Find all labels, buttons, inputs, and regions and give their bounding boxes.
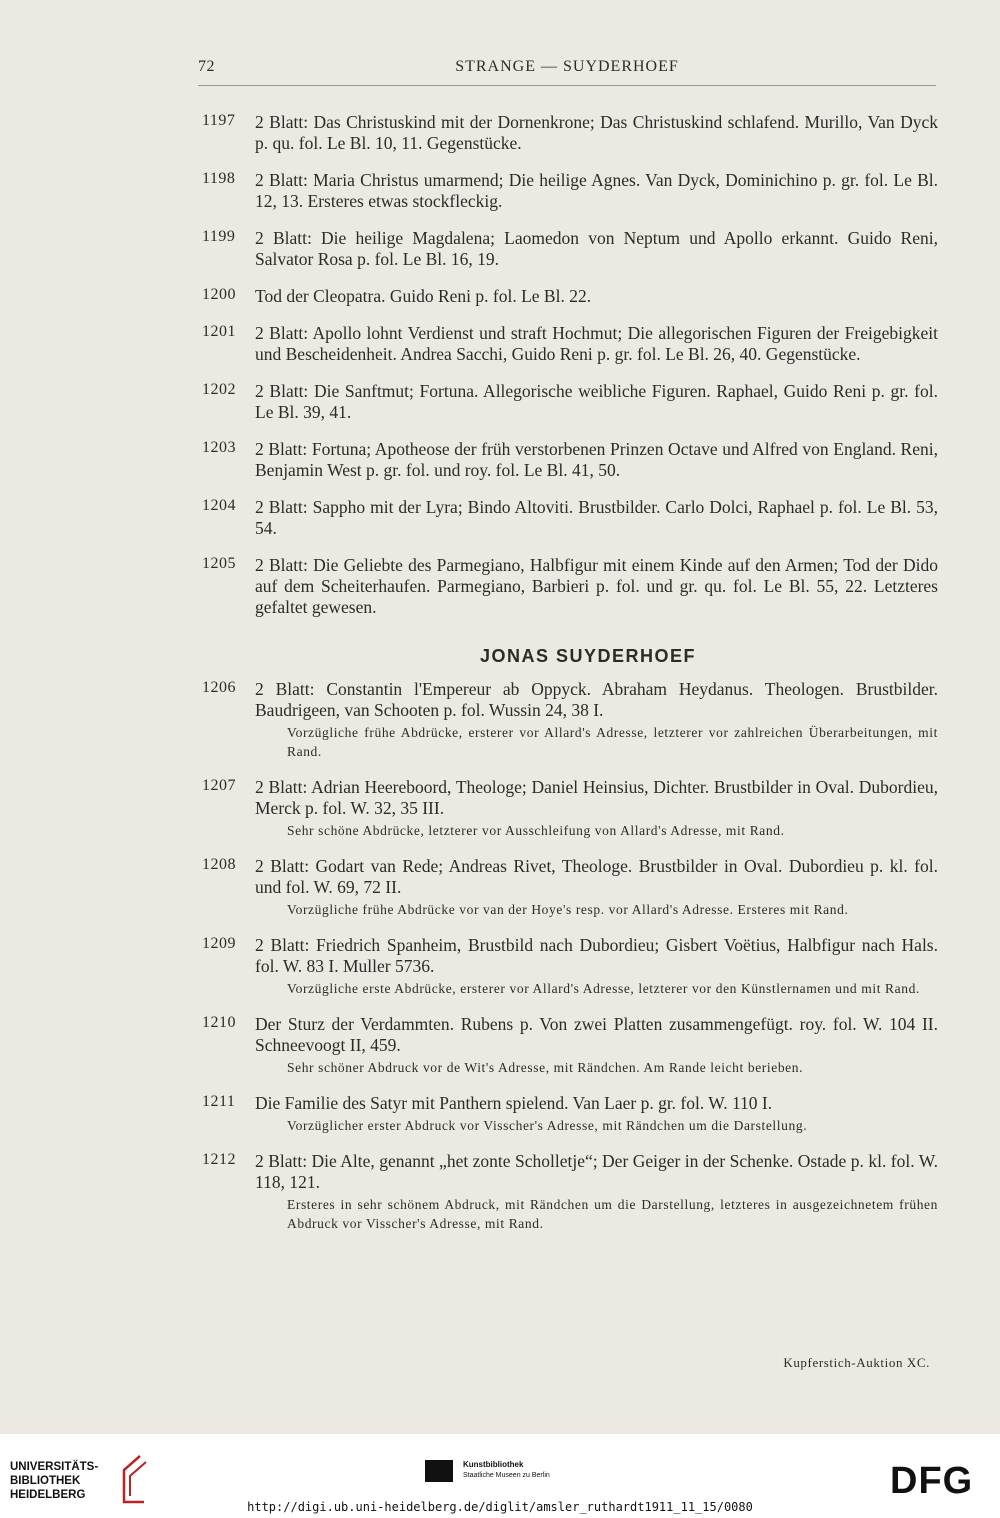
lot-description: 2 Blatt: Das Christuskind mit der Dornenkrone; Das Christuskind schlafend. Murillo, Van Dyck p. qu. fol. Le Bl. 10, 11. Gegenstücke.: [255, 112, 938, 153]
lot-description: 2 Blatt: Die Alte, genannt „het zonte Scholletje“; Der Geiger in der Schenke. Ostade p. kl. fol. W. 118, 121.: [255, 1151, 938, 1192]
lot-description: Die Familie des Satyr mit Panthern spielend. Van Laer p. gr. fol. W. 110 I.: [255, 1093, 773, 1113]
catalogue-entry: [198, 170, 938, 212]
condition-note: Vorzügliche frühe Abdrücke vor van der Hoye's resp. vor Allard's Adresse. Ersteres mit Rand.: [287, 902, 849, 917]
catalogue-entry: [198, 323, 938, 365]
lot-description: 2 Blatt: Maria Christus umarmend; Die heilige Agnes. Van Dyck, Dominichino p. gr. fol. Le Bl. 12, 13. Ersteres etwas stockfleckig.: [255, 170, 938, 211]
lot-number: 1202: [202, 381, 236, 398]
lot-description: 2 Blatt: Die heilige Magdalena; Laomedon von Neptum und Apollo erkannt. Guido Reni, Salvator Rosa p. fol. Le Bl. 16, 19.: [255, 228, 938, 269]
catalogue-entry: [198, 679, 938, 761]
uni-logo-line-1: UNIVERSITÄTS-: [10, 1461, 99, 1473]
lot-description: 2 Blatt: Fortuna; Apotheose der früh verstorbenen Prinzen Octave und Alfred von England. Reni, Benjamin West p. gr. fol. und roy. fol. Le Bl. 41, 50.: [255, 439, 938, 480]
catalogue-entry: [198, 439, 938, 481]
lot-number: 1212: [202, 1151, 236, 1168]
catalogue-entry: [198, 1093, 938, 1135]
strange-entries: [198, 112, 938, 618]
lot-number: 1201: [202, 323, 236, 340]
lot-number: 1208: [202, 856, 236, 873]
catalogue-entry: [198, 1151, 938, 1233]
catalogue-entry: [198, 856, 938, 919]
catalogue-entry: [198, 1014, 938, 1077]
lot-number: 1205: [202, 555, 236, 572]
lot-number: 1209: [202, 935, 236, 952]
lot-description: 2 Blatt: Adrian Heereboord, Theologe; Daniel Heinsius, Dichter. Brustbilder in Oval. Dubordieu, Merck p. fol. W. 32, 35 III.: [255, 777, 938, 818]
lot-number: 1211: [202, 1093, 236, 1110]
lot-description: 2 Blatt: Die Geliebte des Parmegiano, Halbfigur mit einem Kinde auf den Armen; Tod der Dido auf dem Scheiterhaufen. Parmegiano, Barbieri p. fol. und gr. qu. fol. Le Bl. 55, 22. Letzteres gefaltet gewesen.: [255, 555, 938, 617]
lot-description: 2 Blatt: Die Sanftmut; Fortuna. Allegorische weibliche Figuren. Raphael, Guido Reni p. gr. fol. Le Bl. 39, 41.: [255, 381, 938, 422]
lot-number: 1198: [202, 170, 236, 187]
lot-number: 1200: [202, 286, 236, 303]
lot-description: 2 Blatt: Sappho mit der Lyra; Bindo Altoviti. Brustbilder. Carlo Dolci, Raphael p. fol. Le Bl. 53, 54.: [255, 497, 938, 538]
lot-number: 1204: [202, 497, 236, 514]
condition-note: Vorzügliche erste Abdrücke, ersterer vor Allard's Adresse, letzterer vor den Künstlernamen und mit Rand.: [287, 981, 920, 996]
catalogue-entry: [198, 777, 938, 840]
lot-number: 1210: [202, 1014, 236, 1031]
condition-note: Ersteres in sehr schönem Abdruck, mit Rändchen um die Darstellung, letzteres in ausgezeichnetem frühen Abdruck vor Visscher's Adresse, mit Rand.: [287, 1197, 938, 1231]
lot-number: 1206: [202, 679, 236, 696]
lot-description: Der Sturz der Verdammten. Rubens p. Von zwei Platten zusammengefügt. roy. fol. W. 104 II. Schneevoogt II, 459.: [255, 1014, 938, 1055]
catalogue-entry: [198, 112, 938, 154]
permalink-url[interactable]: http://digi.ub.uni-heidelberg.de/diglit/amsler_ruthardt1911_11_15/0080: [247, 1500, 753, 1514]
section-heading: JONAS SUYDERHOEF: [479, 646, 697, 666]
catalogue-entry: [198, 381, 938, 423]
header-rule: [198, 85, 936, 86]
lot-number: 1197: [202, 112, 236, 129]
footer-label: Kupferstich-Auktion XC.: [783, 1355, 930, 1370]
kunstbibliothek-mark-icon: [425, 1460, 453, 1482]
kunstbibliothek-title: Kunstbibliothek: [463, 1460, 524, 1469]
lot-number: 1199: [202, 228, 236, 245]
lot-description: Tod der Cleopatra. Guido Reni p. fol. Le Bl. 22.: [255, 286, 592, 306]
catalogue-entry: [198, 497, 938, 539]
lot-description: 2 Blatt: Apollo lohnt Verdienst und straft Hochmut; Die allegorischen Figuren der Freigebigkeit und Bescheidenheit. Andrea Sacchi, Guido Reni p. gr. fol. Le Bl. 26, 40. Gegenstücke.: [255, 323, 938, 364]
running-title: STRANGE — SUYDERHOEF: [455, 58, 679, 75]
condition-note: Vorzügliche frühe Abdrücke, ersterer vor Allard's Adresse, letzterer vor zahlreichen Überarbeitungen, mit Rand.: [287, 725, 938, 759]
page-number: 72: [198, 58, 215, 75]
catalogue-entry: [198, 228, 938, 270]
condition-note: Sehr schöner Abdruck vor de Wit's Adresse, mit Rändchen. Am Rande leicht berieben.: [287, 1060, 804, 1075]
kunstbibliothek-subtitle: Staatliche Museen zu Berlin: [463, 1472, 550, 1479]
lot-number: 1207: [202, 777, 236, 794]
catalogue-entry: [198, 555, 938, 618]
condition-note: Sehr schöne Abdrücke, letzterer vor Ausschleifung von Allard's Adresse, mit Rand.: [287, 823, 785, 838]
catalogue-entry: [198, 935, 938, 998]
uni-logo-line-2: BIBLIOTHEK: [10, 1475, 81, 1487]
suyderhoef-entries: [198, 679, 938, 1233]
lot-description: 2 Blatt: Constantin l'Empereur ab Oppyck. Abraham Heydanus. Theologen. Brustbilder. Baudrigeen, van Schooten p. fol. Wussin 24, 38 I.: [255, 679, 938, 720]
catalogue-entry: [198, 286, 938, 307]
dfg-logo[interactable]: DFG: [890, 1460, 974, 1502]
page-header: [198, 58, 936, 82]
lot-number: 1203: [202, 439, 236, 456]
lot-description: 2 Blatt: Godart van Rede; Andreas Rivet, Theologe. Brustbilder in Oval. Dubordieu p. kl. fol. und fol. W. 69, 72 II.: [255, 856, 938, 897]
lot-description: 2 Blatt: Friedrich Spanheim, Brustbild nach Dubordieu; Gisbert Voëtius, Halbfigur nach Hals. fol. W. 83 I. Muller 5736.: [255, 935, 938, 976]
catalogue-entries: [198, 112, 938, 1249]
uni-logo-line-3: HEIDELBERG: [10, 1489, 86, 1501]
condition-note: Vorzüglicher erster Abdruck vor Visscher's Adresse, mit Rändchen um die Darstellung.: [287, 1118, 808, 1133]
